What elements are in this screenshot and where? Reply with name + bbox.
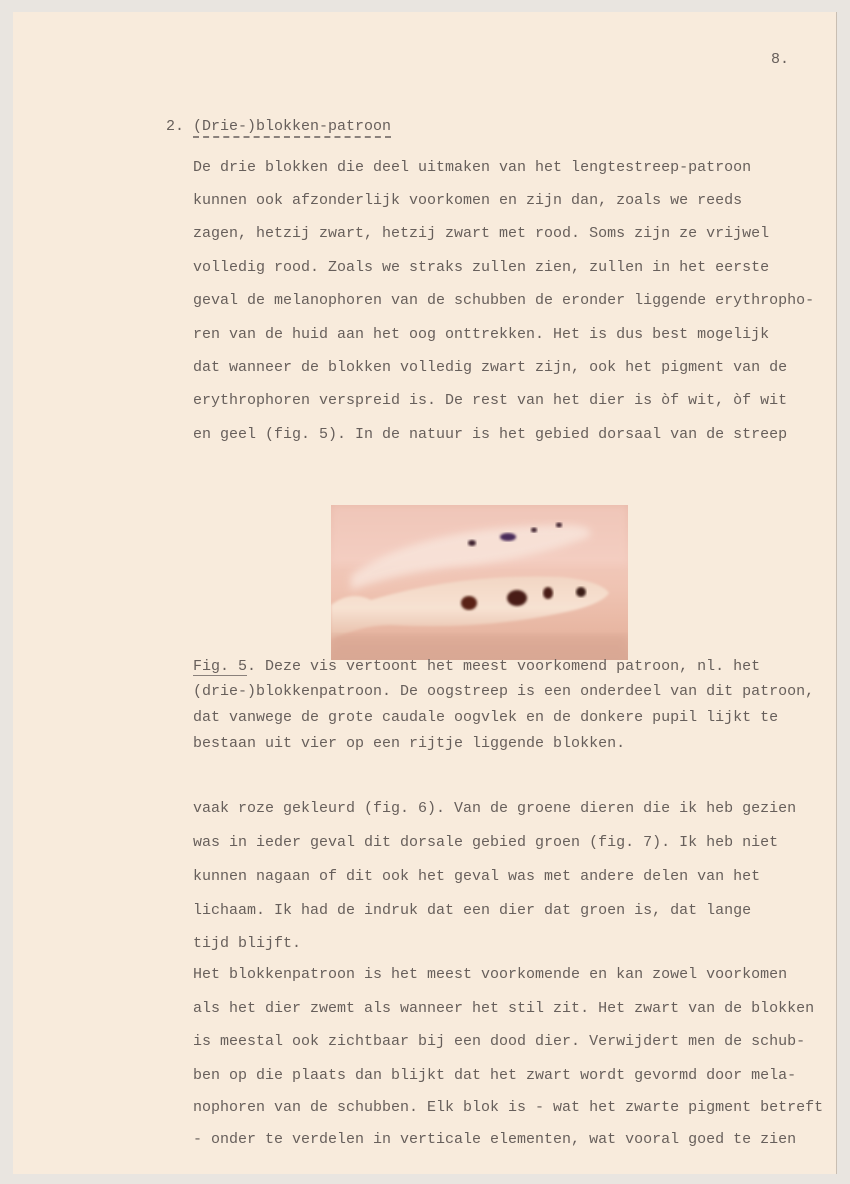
text-line: erythrophoren verspreid is. De rest van het dier is òf wit, òf wit (193, 392, 788, 409)
figure-label: Fig. 5 (193, 658, 248, 675)
text-line: Het blokkenpatroon is het meest voorkomende en kan zowel voorkomen (193, 966, 788, 983)
page-number: 8. (771, 51, 790, 68)
text-line: was in ieder geval dit dorsale gebied groen (fig. 7). Ik heb niet (193, 834, 779, 851)
section-title: (Drie-)blokken-patroon (193, 118, 391, 138)
text-line: zagen, hetzij zwart, hetzij zwart met rood. Soms zijn ze vrijwel (193, 225, 770, 242)
text-line: - onder te verdelen in verticale elementen, wat vooral goed te zien (193, 1131, 797, 1148)
text-line: is meestal ook zichtbaar bij een dood dier. Verwijdert men de schub- (193, 1033, 806, 1050)
fish-illustration (331, 505, 628, 660)
text-line: dat wanneer de blokken volledig zwart zijn, ook het pigment van de (193, 359, 788, 376)
section-heading (166, 118, 391, 136)
text-line: tijd blijft. (193, 935, 302, 952)
text-line: De drie blokken die deel uitmaken van het lengtestreep-patroon (193, 159, 752, 176)
text-line: vaak roze gekleurd (fig. 6). Van de groene dieren die ik heb gezien (193, 800, 797, 817)
text-line: ren van de huid aan het oog onttrekken. Het is dus best mogelijk (193, 326, 770, 343)
text-line: kunnen ook afzonderlijk voorkomen en zijn dan, zoals we reeds (193, 192, 743, 209)
section-number: 2. (166, 118, 185, 135)
text-line: lichaam. Ik had de indruk dat een dier dat groen is, dat lange (193, 902, 752, 919)
caption-line: (drie-)blokkenpatroon. De oogstreep is een onderdeel van dit patroon, (193, 683, 815, 700)
text-line: als het dier zwemt als wanneer het stil zit. Het zwart van de blokken (193, 1000, 815, 1017)
text-line: nophoren van de schubben. Elk blok is - wat het zwarte pigment betreft (193, 1099, 824, 1116)
caption-line (193, 658, 760, 676)
text-line: kunnen nagaan of dit ook het geval was met andere delen van het (193, 868, 761, 885)
text-line: geval de melanophoren van de schubben de eronder liggende erythropho- (193, 292, 815, 309)
caption-text: . Deze vis vertoont het meest voorkomend patroon, nl. het (247, 658, 761, 675)
caption-line: dat vanwege de grote caudale oogvlek en de donkere pupil lijkt te (193, 709, 779, 726)
text-line: ben op die plaats dan blijkt dat het zwart wordt gevormd door mela- (193, 1067, 797, 1084)
text-line: en geel (fig. 5). In de natuur is het gebied dorsaal van de streep (193, 426, 788, 443)
text-line: volledig rood. Zoals we straks zullen zien, zullen in het eerste (193, 259, 770, 276)
caption-line: bestaan uit vier op een rijtje liggende blokken. (193, 735, 626, 752)
fish-photo (331, 505, 628, 660)
